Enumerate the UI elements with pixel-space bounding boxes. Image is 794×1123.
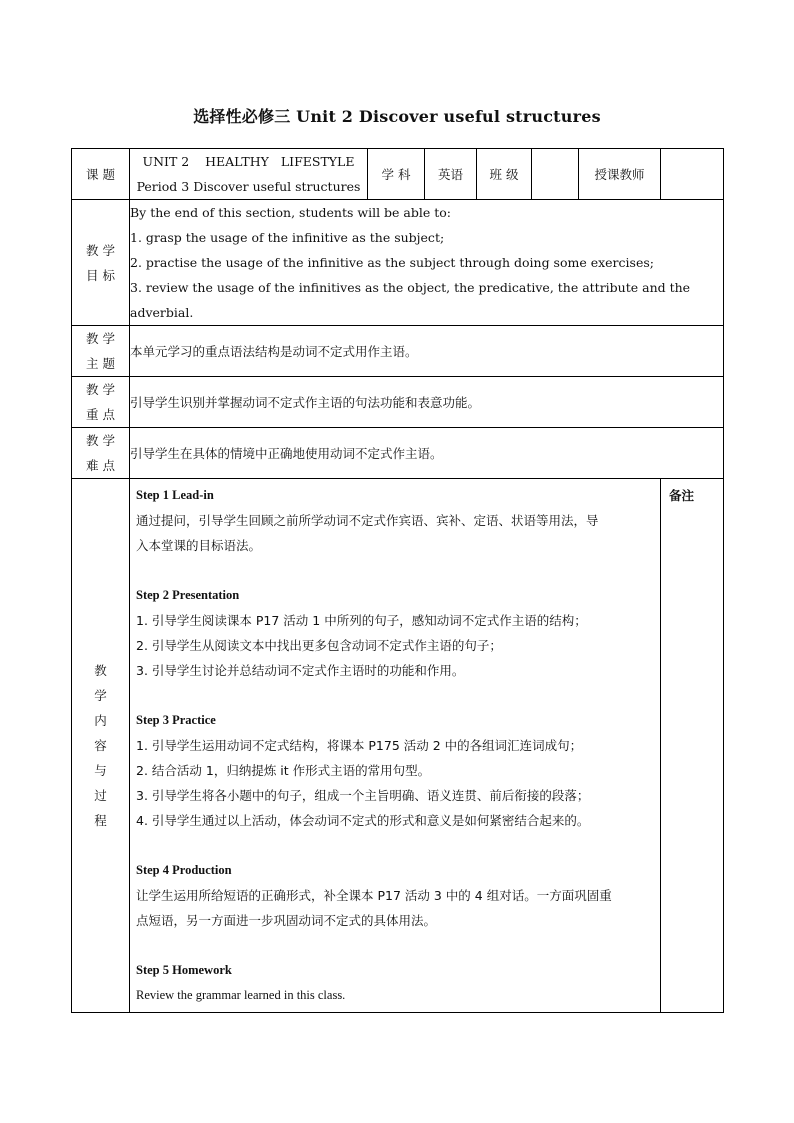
process-content [130,479,661,1013]
step-line: 3. 引导学生将各小题中的句子，组成一个主旨明确、语义连贯、前后衔接的段落； [136,788,590,803]
step-title: Step 3 Practice [136,713,216,727]
step-title: Step 5 Homework [136,963,232,977]
step-title: Step 2 Presentation [136,588,240,602]
notes-cell[interactable] [661,479,724,1013]
lesson-title-cell [130,149,368,200]
step-line: 2. 引导学生从阅读文本中找出更多包含动词不定式作主语的句子； [136,638,502,653]
theme-row [72,326,724,377]
step-presentation [136,583,654,683]
period-line: Period 3 Discover useful structures [136,179,361,194]
objectives-label: 教 学 目 标 [72,200,130,326]
subject-label: 学 科 [368,149,425,200]
step-line: 1. 引导学生阅读课本 P17 活动 1 中所列的句子，感知动词不定式作主语的结构； [136,613,587,628]
teacher-value[interactable] [661,149,724,200]
theme-content: 本单元学习的重点语法结构是动词不定式用作主语。 [130,326,724,377]
header-row [72,149,724,200]
objective-item: 2. practise the usage of the infinitive as the subject through doing some exercises; [130,255,654,270]
difficulties-row [72,428,724,479]
step-title: Step 4 Production [136,863,232,877]
difficulties-label: 教 学 难 点 [72,428,130,479]
step-line: 点短语，另一方面进一步巩固动词不定式的具体用法。 [136,913,437,928]
step-practice [136,708,654,833]
key-points-label: 教 学 重 点 [72,377,130,428]
unit-line: UNIT 2 HEALTHY LIFESTYLE [142,154,355,169]
document-title: 选择性必修三 Unit 2 Discover useful structures [193,107,601,126]
process-row [72,479,724,1013]
objective-item: 3. review the usage of the infinitives as the object, the predicative, the attribute and the adverbial. [130,280,691,320]
theme-label: 教 学 主 题 [72,326,130,377]
step-line: 让学生运用所给短语的正确形式，补全课本 P17 活动 3 中的 4 组对话。一方面巩固重 [136,888,612,903]
subject-value: 英语 [425,149,477,200]
step-title: Step 1 Lead-in [136,488,214,502]
class-value[interactable] [532,149,579,200]
step-line: Review the grammar learned in this class. [136,988,346,1002]
step-line: 2. 结合活动 1，归纳提炼 it 作形式主语的常用句型。 [136,763,431,778]
objective-item: 1. grasp the usage of the infinitive as the subject; [130,230,445,245]
step-lead-in [136,483,654,558]
difficulties-content: 引导学生在具体的情境中正确地使用动词不定式作主语。 [130,428,724,479]
step-line: 3. 引导学生讨论并总结动词不定式作主语时的功能和作用。 [136,663,465,678]
notes-label: 备注 [669,488,695,503]
lesson-plan-table [71,148,724,1013]
step-line: 4. 引导学生通过以上活动，体会动词不定式的形式和意义是如何紧密结合起来的。 [136,813,590,828]
step-homework [136,958,654,1008]
class-label: 班 级 [477,149,532,200]
step-line: 入本堂课的目标语法。 [136,538,262,553]
step-line: 1. 引导学生运用动词不定式结构，将课本 P175 活动 2 中的各组词汇连词成句； [136,738,583,753]
topic-label: 课 题 [72,149,130,200]
key-points-row [72,377,724,428]
objectives-row [72,200,724,326]
teacher-label: 授课教师 [579,149,661,200]
key-points-content: 引导学生识别并掌握动词不定式作主语的句法功能和表意功能。 [130,377,724,428]
step-production [136,858,654,933]
objective-intro: By the end of this section, students will be able to: [130,205,452,220]
process-label: 教 学 内 容 与 过 程 [72,479,130,1013]
step-line: 通过提问，引导学生回顾之前所学动词不定式作宾语、宾补、定语、状语等用法，导 [136,513,599,528]
objectives-content [130,200,724,326]
